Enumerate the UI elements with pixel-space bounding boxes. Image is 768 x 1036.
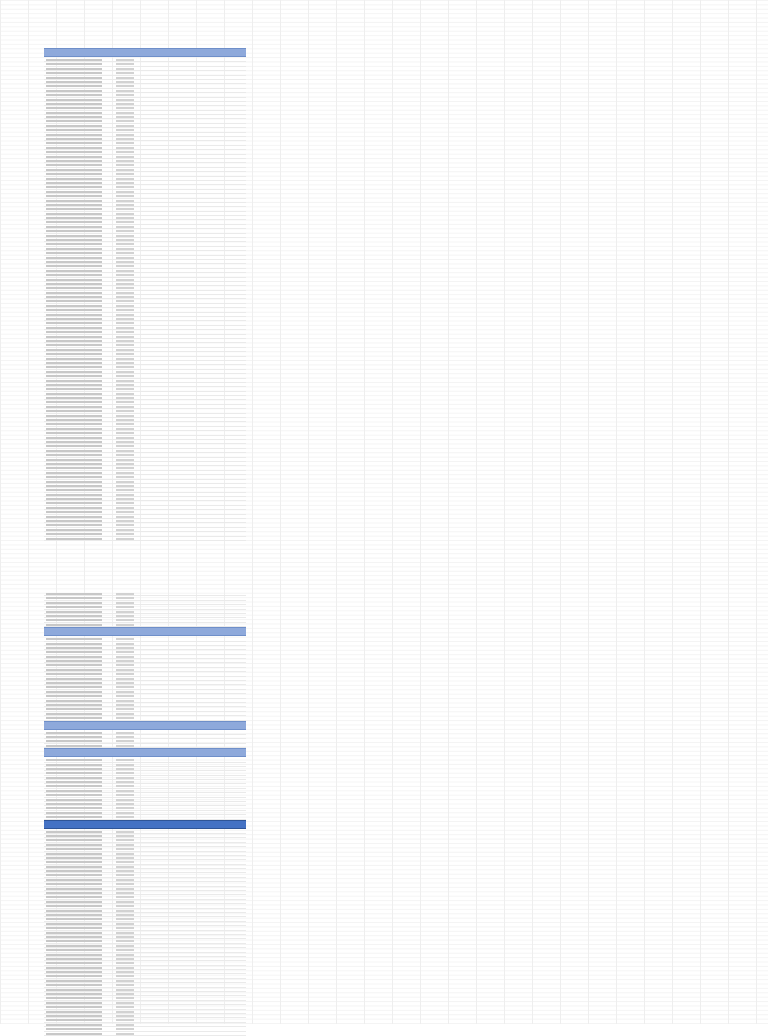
table-rows: [44, 731, 246, 749]
section-header[interactable]: [44, 820, 246, 829]
table-row[interactable]: [44, 815, 246, 819]
table-rows: [44, 758, 246, 819]
table-row[interactable]: [44, 744, 246, 748]
table-block-1: [44, 48, 246, 542]
section-header[interactable]: [44, 627, 246, 636]
table-block-2: [44, 592, 246, 1024]
section-header[interactable]: [44, 721, 246, 730]
table-row[interactable]: [44, 623, 246, 627]
section-header[interactable]: [44, 48, 246, 57]
table-row[interactable]: [44, 716, 246, 720]
table-rows: [44, 637, 246, 720]
table-row[interactable]: [44, 537, 246, 541]
table-row[interactable]: [44, 1032, 246, 1036]
section-header[interactable]: [44, 748, 246, 757]
table-rows: [44, 58, 246, 541]
table-rows: [44, 592, 246, 627]
table-rows: [44, 830, 246, 1036]
